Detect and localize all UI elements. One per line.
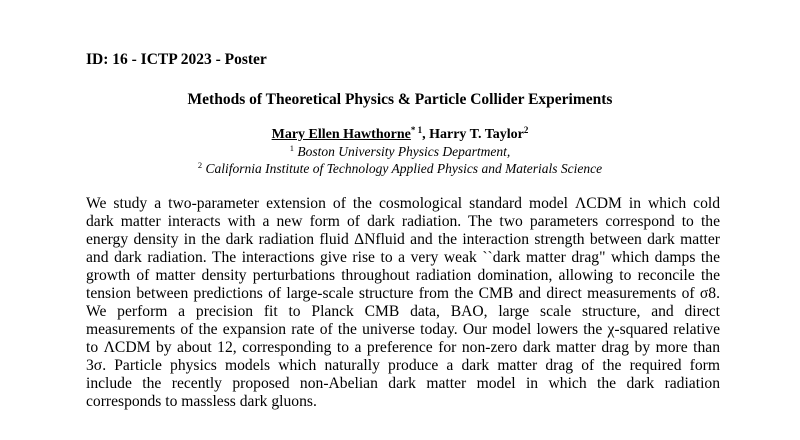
affiliation-1 [0,143,800,160]
paper-title: Methods of Theoretical Physics & Particle Collider Experiments [187,91,613,108]
poster-id-line: ID: 16 - ICTP 2023 - Poster [86,51,267,68]
abstract-line: corresponds to massless dark gluons. [86,393,317,410]
abstract-line: include the recently proposed non-Abelian dark matter model in which the dark radiation [86,375,720,392]
affiliation-mark-1: 1 [289,143,294,153]
abstract-paragraph [86,195,720,411]
author-separator: , [422,127,426,142]
abstract-line: and dark radiation. The interactions give rise to a very weak ``dark matter drag" which damps the [86,249,720,266]
abstract-line: to ΛCDM by about 12, corresponding to a preference for non-zero dark matter drag by more than [86,339,720,356]
author-marks-2: 2 [523,125,529,135]
author-name-2: Harry T. Taylor [425,127,524,142]
abstract-line: dark matter interacts with a new form of dark radiation. The two parameters correspond to the [86,213,720,230]
abstract-line: measurements of the expansion rate of the universe today. Our model lowers the χ-squared relative [86,321,720,338]
abstract-line: We perform a precision fit to Planck CMB data, BAO, large scale structure, and direct [86,303,720,320]
affiliation-text-2: California Institute of Technology Applied Physics and Materials Science [205,161,603,176]
abstract-line: growth of matter density perturbations throughout radiation domination, allowing to reconcile the [86,267,720,284]
author-marks-1: * 1 [410,125,423,135]
abstract-line: 3σ. Particle physics models which naturally produce a dark matter drag of the required form [86,357,720,374]
author-name-1: Mary Ellen Hawthorne [271,127,411,142]
affiliation-2 [0,160,800,177]
abstract-line: tension between predictions of large-scale structure from the CMB and direct measurements of σ8. [86,285,720,302]
abstract-line: energy density in the dark radiation fluid ΔNfluid and the interaction strength between dark matter [86,231,720,248]
abstract-line: We study a two-parameter extension of the cosmological standard model ΛCDM in which cold [86,195,720,212]
affiliation-text-1: Boston University Physics Department, [297,144,511,159]
affiliation-mark-2: 2 [197,160,203,170]
author-list [0,126,800,144]
